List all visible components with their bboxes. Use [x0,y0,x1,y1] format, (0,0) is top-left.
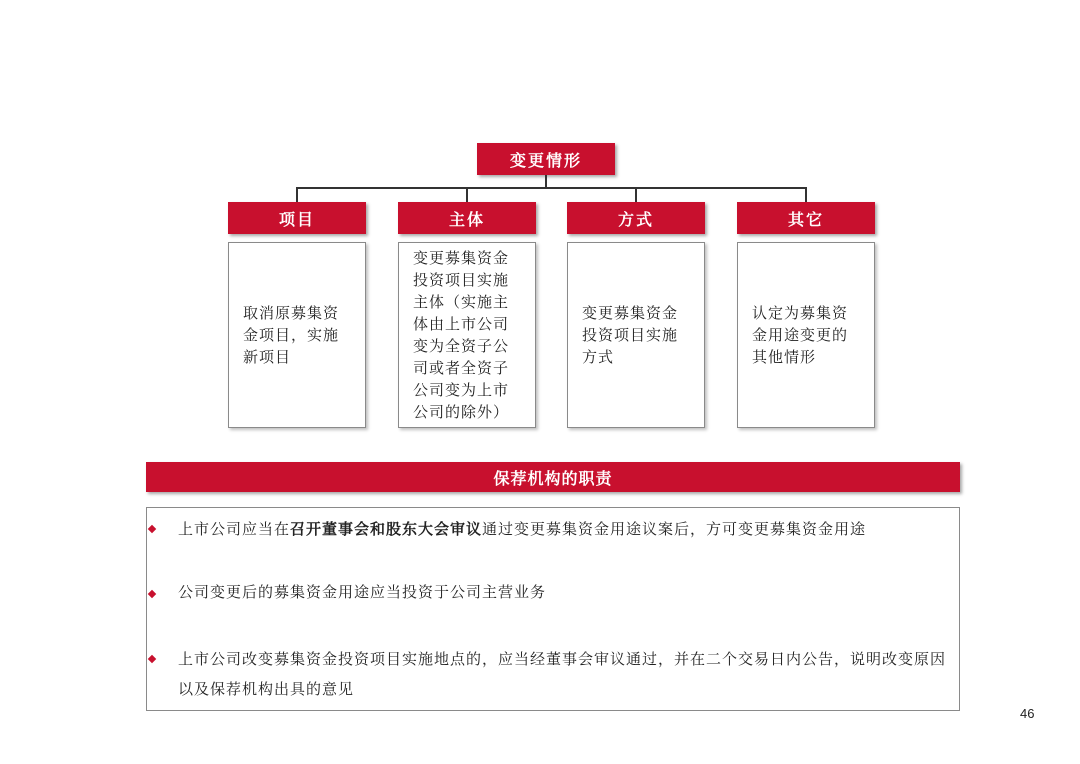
duty-item-3 [178,644,953,704]
category-header-other [737,202,875,234]
connector-branch-1 [296,187,298,202]
duty-item-text: 上市公司应当在 [178,520,291,538]
category-label: 方式 [617,209,654,229]
category-label: 项目 [278,209,315,229]
category-description: 认定为募集资金用途变更的其他情形 [752,304,849,366]
duty-item-text: 上市公司改变募集资金投资项目实施地点的，应当经董事会审议通过，并在二个交易日内公告，说明改变原因以及保荐机构出具的意见 [178,650,947,698]
root-node-label: 变更情形 [509,150,582,170]
duties-banner [146,462,960,492]
category-description: 变更募集资金投资项目实施方式 [582,304,679,366]
category-header-method [567,202,705,234]
duty-item-text: 公司变更后的募集资金用途应当投资于公司主营业务 [178,583,547,601]
connector-branch-4 [805,187,807,202]
root-node-change-situations [477,143,615,175]
connector-horizontal [296,187,806,189]
duty-item-2 [178,577,953,607]
category-description: 取消原募集资金项目，实施新项目 [243,304,340,366]
category-header-project [228,202,366,234]
duties-title: 保荐机构的职责 [493,468,613,488]
category-header-subject [398,202,536,234]
page-number: 46 [1020,706,1035,721]
duty-item-text: 通过变更募集资金用途议案后，方可变更募集资金用途 [482,520,867,538]
duty-item-1 [178,514,953,544]
category-content-other [737,242,875,428]
category-description: 变更募集资金投资项目实施主体（实施主体由上市公司变为全资子公司或者全资子公司变为上市公司的除外） [413,249,510,421]
category-label: 主体 [448,209,485,229]
category-content-subject [398,242,536,428]
connector-branch-3 [635,187,637,202]
category-content-method [567,242,705,428]
connector-branch-2 [466,187,468,202]
category-label: 其它 [787,209,824,229]
duty-item-emphasis: 召开董事会和股东大会审议 [290,520,483,538]
category-content-project [228,242,366,428]
